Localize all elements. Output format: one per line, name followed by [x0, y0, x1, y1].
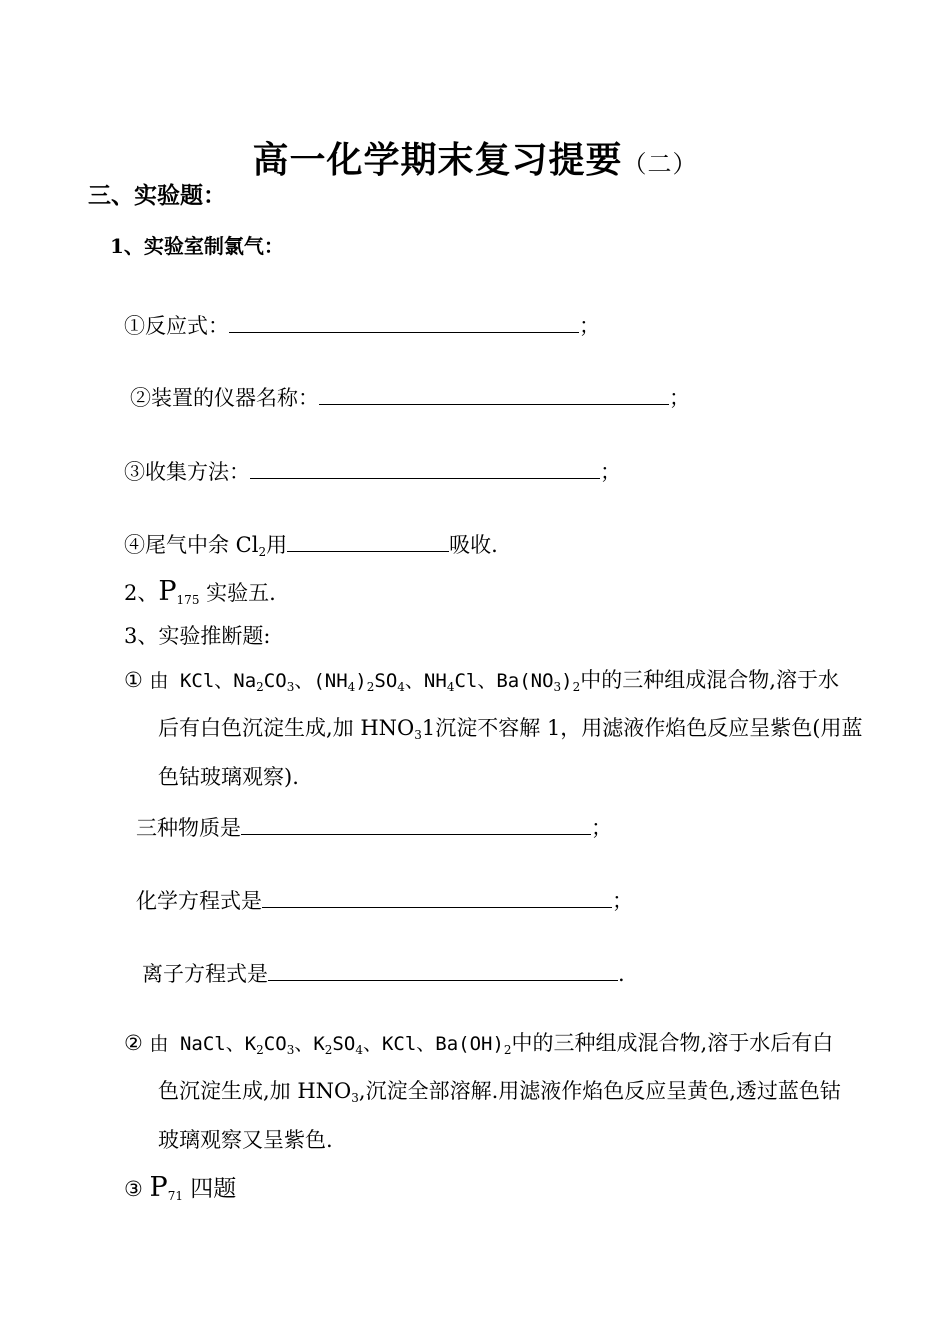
q3-heading: 3、实验推断题:: [124, 624, 271, 648]
q1-item3-label: ③收集方法：: [124, 460, 250, 484]
q1-item4-blank[interactable]: [287, 531, 449, 552]
q1-item3-end: ；: [600, 460, 621, 484]
q3-case1-answer2: 化学方程式是 ；: [136, 889, 633, 913]
q2-line: 2、P175 实验五.: [124, 576, 276, 607]
page-title: [0, 132, 950, 183]
q3-case1-answer2-blank[interactable]: [262, 887, 612, 908]
q3-case1-line2: 后有白色沉淀生成,加 HNO31沉淀不容解 1，用滤液作焰色反应呈紫色(用蓝: [158, 716, 863, 742]
q1-item2-label: ②装置的仪器名称：: [130, 386, 319, 410]
q3-case1-line1: ① 由 KCl、Na2CO3、(NH4)2SO4、NH4Cl、Ba(NO3)2中的三种组成混合物,溶于水: [124, 668, 839, 694]
section-heading: 三、实验题：: [88, 182, 226, 209]
q1-item1-blank[interactable]: [229, 312, 579, 333]
q3-case1-answer3: 离子方程式是 .: [142, 962, 625, 986]
q1-item3-blank[interactable]: [250, 458, 600, 479]
q1-item1-label: ①反应式：: [124, 314, 229, 338]
q1-item2-blank[interactable]: [319, 384, 669, 405]
q1-item1: [124, 312, 600, 337]
q3-case3-line: ③ P71 四题: [124, 1172, 237, 1203]
title-suffix: （二）: [622, 150, 698, 178]
q1-heading: 1、实验室制氯气：: [110, 234, 284, 258]
q3-case1-answer3-blank[interactable]: [268, 960, 618, 981]
q1-item3: [124, 458, 621, 483]
q3-case1-num: ①: [124, 668, 143, 692]
q3-case1-line3: 色钴玻璃观察).: [158, 765, 299, 789]
q3-case2-num: ②: [124, 1031, 143, 1055]
q3-case2-line3: 玻璃观察又呈紫色.: [158, 1128, 333, 1152]
q1-item1-end: ；: [579, 314, 600, 338]
q3-case2-line2: 色沉淀生成,加 HNO3,沉淀全部溶解.用滤液作焰色反应呈黄色,透过蓝色钴: [158, 1079, 841, 1105]
q3-case1-answer1-blank[interactable]: [241, 814, 591, 835]
title-main: 高一化学期末复习提要: [252, 139, 623, 181]
q1-item4-pre: ④尾气中余 Cl: [124, 533, 259, 557]
q1-item2-end: ；: [669, 386, 690, 410]
q1-item4: ④尾气中余 Cl2用 吸收.: [124, 533, 498, 559]
q1-item2: [130, 384, 690, 409]
q3-case2-line1: ② 由 NaCl、K2CO3、K2SO4、KCl、Ba(OH)2中的三种组成混合物,溶于水后有白: [124, 1031, 834, 1057]
q3-case1-answer1: 三种物质是 ；: [136, 816, 612, 840]
